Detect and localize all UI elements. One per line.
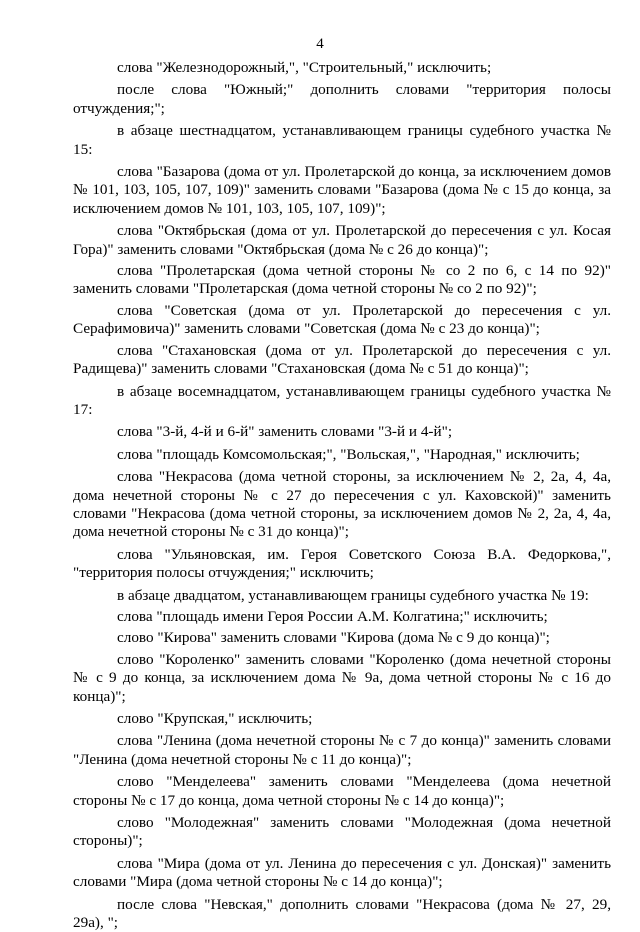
paragraph: в абзаце шестнадцатом, устанавливающем границы судебного участка № 15: [73, 122, 611, 158]
paragraph: слова "Стахановская (дома от ул. Пролетарской до пересечения с ул. Радищева)" заменить словами "Стахановская (дома № с 51 до конца)"; [73, 341, 611, 378]
paragraph: после слова "Южный;" дополнить словами "территория полосы отчуждения;"; [73, 81, 611, 117]
paragraph: слова "Мира (дома от ул. Ленина до пересечения с ул. Донская)" заменить словами "Мира (дома четной стороны № с 14 до конца)"; [73, 854, 611, 891]
paragraph: в абзаце восемнадцатом, устанавливающем границы судебного участка № 17: [73, 382, 611, 418]
paragraph: слова "площадь Комсомольская;", "Вольская,", "Народная," исключить; [117, 445, 580, 463]
paragraph: слова "Ульяновская, им. Героя Советского Союза В.А. Федоркова,", "территория полосы отчуждения;" исключить; [73, 545, 611, 582]
paragraph: слова "Ленина (дома нечетной стороны № с 7 до конца)" заменить словами "Ленина (дома нечетной стороны № с 11 до конца)"; [73, 732, 611, 768]
paragraph: слово "Короленко" заменить словами "Короленко (дома нечетной стороны № с 9 до конца, за исключением дома № 9а, дома четной стороны № с 16 до конца)"; [73, 650, 611, 705]
paragraph: слова "3-й, 4-й и 6-й" заменить словами "3-й и 4-й"; [117, 423, 453, 441]
paragraph: слова "площадь имени Героя России А.М. Колгатина;" исключить; [117, 607, 548, 625]
paragraph: слово "Крупская," исключить; [117, 710, 313, 727]
paragraph: слова "Октябрьская (дома от ул. Пролетарской до пересечения с ул. Косая Гора)" заменить словами "Октябрьская (дома № с 26 до конца)"; [73, 222, 611, 258]
paragraph: в абзаце двадцатом, устанавливающем границы судебного участка № 19: [117, 586, 589, 604]
paragraph: после слова "Невская," дополнить словами "Некрасова (дома № 27, 29, 29а), "; [73, 895, 611, 932]
paragraph: слово "Молодежная" заменить словами "Молодежная (дома нечетной стороны)"; [73, 814, 611, 850]
paragraph: слово "Кирова" заменить словами "Кирова (дома № с 9 до конца)"; [117, 629, 550, 647]
paragraph: слова "Базарова (дома от ул. Пролетарской до конца, за исключением домов № 101, 103, 105, 107, 109)" заменить словами "Базарова (дома № с 15 до конца, за исключением домов № 101, 103, 105, 107, 109)"; [73, 163, 611, 217]
paragraph: слова "Железнодорожный,", "Строительный," исключить; [117, 59, 492, 76]
paragraph: слова "Пролетарская (дома четной стороны № со 2 по 6, с 14 по 92)" заменить словами "Пролетарская (дома четной стороны № со 2 по 92)"; [73, 262, 611, 298]
paragraph: слова "Советская (дома от ул. Пролетарской до пересечения с ул. Серафимовича)" заменить словами "Советская (дома № с 23 до конца)"; [73, 301, 611, 338]
document-body [73, 59, 611, 932]
paragraph: слово "Менделеева" заменить словами "Менделеева (дома нечетной стороны № с 17 до конца, дома четной стороны № с 14 до конца)"; [73, 773, 611, 809]
paragraph: слова "Некрасова (дома четной стороны, за исключением № 2, 2а, 4, 4а, дома нечетной стороны № с 27 до пересечения с ул. Каховской)" заменить словами "Некрасова (дома четной стороны, за исключением домов № 2, 2а, 4, 4а, дома нечетной стороны № с 31 до конца)"; [73, 468, 611, 541]
page-number: 4 [316, 36, 324, 52]
